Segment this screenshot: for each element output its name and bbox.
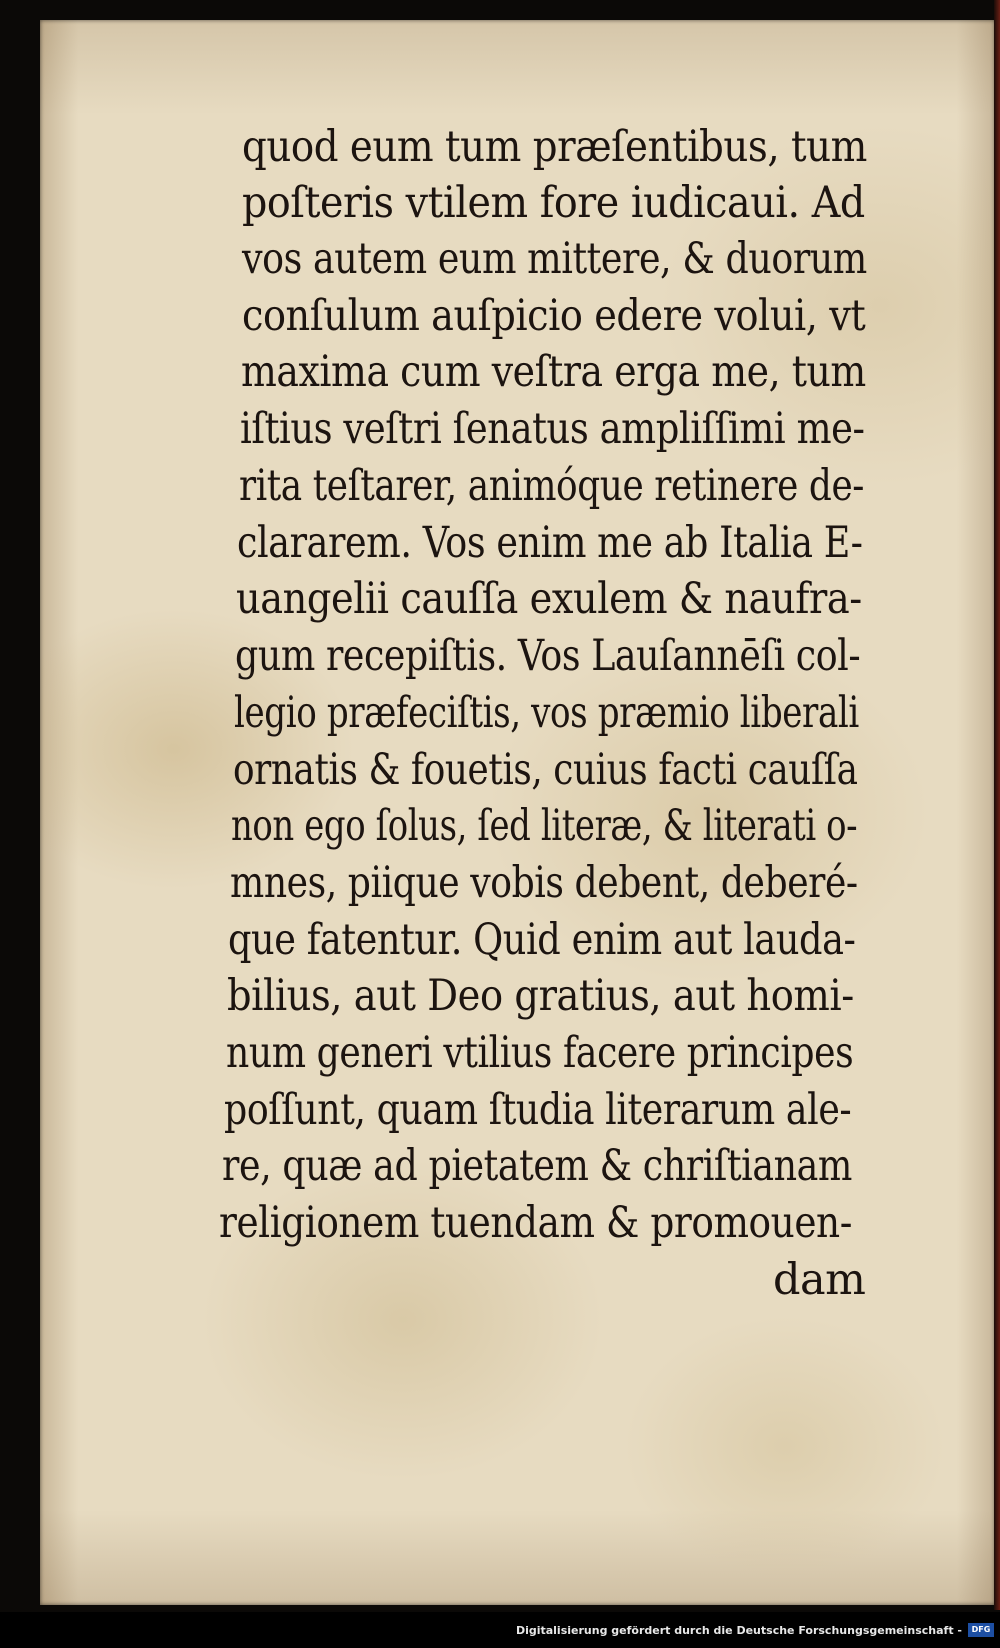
text-line: quod eum tum præſentibus, tum: [242, 122, 867, 172]
text-line: mnes, piique vobis debent, deberé-: [230, 858, 858, 908]
text-line: gum recepiſtis. Vos Lauſannēſi col-: [235, 631, 861, 681]
text-line: clararem. Vos enim me ab Italia E-: [237, 518, 863, 568]
dfg-logo: DFG: [968, 1623, 994, 1637]
catchword: dam: [773, 1255, 866, 1305]
funding-note: Digitalisierung gefördert durch die Deutsche Forschungsgemeinschaft -: [515, 1624, 962, 1637]
text-line: non ego ſolus, ſed literæ, & literati o-: [231, 801, 858, 851]
text-line: bilius, aut Deo gratius, aut homi-: [227, 971, 854, 1021]
text-line: que fatentur. Quid enim aut lauda-: [228, 915, 856, 965]
text-line: iſtius veſtri ſenatus ampliſſimi me-: [240, 404, 865, 454]
text-line: ornatis & fouetis, cuius facti cauſſa: [233, 745, 858, 795]
text-line: religionem tuendam & promouen-: [219, 1198, 852, 1248]
text-line: re, quæ ad pietatem & chriſtianam: [222, 1141, 853, 1191]
text-line: poſteris vtilem fore iudicaui. Ad: [242, 178, 865, 228]
text-line: poſſunt, quam ſtudia literarum ale-: [224, 1085, 852, 1135]
digitization-footer: [0, 1612, 1000, 1648]
text-line: num generi vtilius facere principes: [226, 1028, 854, 1078]
text-line: vos autem eum mittere, & duorum: [242, 234, 867, 284]
text-line: maxima cum veſtra erga me, tum: [241, 347, 866, 397]
text-line: rita teſtarer, animóque retinere de-: [239, 461, 865, 511]
text-line: legio præfeciſtis, vos præmio liberali: [234, 688, 859, 738]
text-line: uangelii cauſſa exulem & naufra-: [236, 574, 862, 624]
text-line: conſulum auſpicio edere volui, vt: [242, 291, 866, 341]
